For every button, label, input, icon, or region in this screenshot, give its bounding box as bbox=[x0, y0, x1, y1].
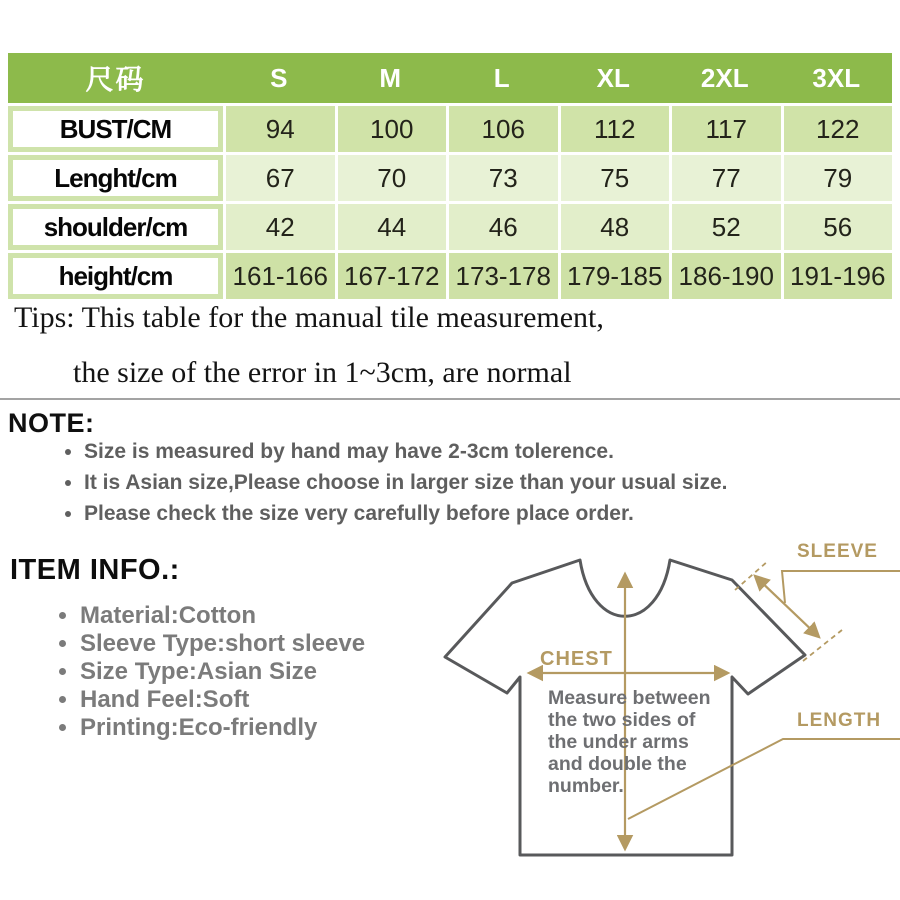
table-cell: 77 bbox=[669, 155, 781, 201]
header-size-xl: XL bbox=[596, 62, 630, 93]
table-cell: 191-196 bbox=[781, 253, 893, 299]
table-cell: 75 bbox=[558, 155, 670, 201]
tips-line-2: the size of the error in 1~3cm, are normal bbox=[73, 356, 572, 389]
table-header-row bbox=[8, 53, 892, 103]
table-cell: 44 bbox=[335, 204, 447, 250]
size-table bbox=[8, 53, 892, 302]
row-label: BUST/CM bbox=[8, 106, 223, 152]
sleeve-dash-bottom bbox=[803, 630, 842, 661]
table-cell: 122 bbox=[781, 106, 893, 152]
row-label: height/cm bbox=[8, 253, 223, 299]
section-divider bbox=[0, 398, 900, 400]
row-label: shoulder/cm bbox=[8, 204, 223, 250]
table-cell: 79 bbox=[781, 155, 893, 201]
table-cell: 173-178 bbox=[446, 253, 558, 299]
table-cell: 52 bbox=[669, 204, 781, 250]
table-cell: 73 bbox=[446, 155, 558, 201]
table-cell: 67 bbox=[223, 155, 335, 201]
item-info-item: • Printing:Eco-friendly bbox=[80, 714, 365, 742]
length-label: LENGTH bbox=[797, 710, 882, 731]
header-size-2xl: 2XL bbox=[700, 62, 749, 93]
header-size-l: L bbox=[493, 62, 510, 93]
table-cell: 161-166 bbox=[223, 253, 335, 299]
note-item: • Please check the size very carefully before place order. bbox=[84, 498, 727, 529]
tips-line-1: Tips: This table for the manual tile measurement, bbox=[14, 301, 604, 334]
chest-label: CHEST bbox=[540, 648, 613, 670]
note-title: NOTE: bbox=[8, 408, 95, 438]
table-cell: 42 bbox=[223, 204, 335, 250]
sleeve-label: SLEEVE bbox=[797, 541, 878, 562]
item-info-item: • Size Type:Asian Size bbox=[80, 658, 365, 686]
table-cell: 106 bbox=[446, 106, 558, 152]
item-info-list bbox=[80, 602, 365, 742]
header-size-m: M bbox=[379, 62, 402, 93]
table-row-0 bbox=[8, 106, 892, 152]
note-list bbox=[84, 436, 727, 529]
table-row-3 bbox=[8, 253, 892, 299]
sleeve-dash-top bbox=[735, 561, 768, 590]
item-info-item: • Hand Feel:Soft bbox=[80, 686, 365, 714]
table-cell: 186-190 bbox=[669, 253, 781, 299]
table-row-1 bbox=[8, 155, 892, 201]
row-label: Lenght/cm bbox=[8, 155, 223, 201]
sleeve-leader-line bbox=[782, 571, 900, 603]
table-cell: 70 bbox=[335, 155, 447, 201]
header-size-s: S bbox=[270, 62, 288, 93]
item-info-title: ITEM INFO.: bbox=[10, 554, 180, 586]
note-item: • It is Asian size,Please choose in larger size than your usual size. bbox=[84, 467, 727, 498]
item-info-item: • Sleeve Type:short sleeve bbox=[80, 630, 365, 658]
table-cell: 112 bbox=[558, 106, 670, 152]
table-cell: 117 bbox=[669, 106, 781, 152]
table-cell: 94 bbox=[223, 106, 335, 152]
table-cell: 48 bbox=[558, 204, 670, 250]
table-cell: 46 bbox=[446, 204, 558, 250]
note-item: • Size is measured by hand may have 2-3cm tolerence. bbox=[84, 436, 727, 467]
item-info-item: • Material:Cotton bbox=[80, 602, 365, 630]
header-size-column-label: 尺码 bbox=[85, 64, 146, 95]
table-cell: 167-172 bbox=[335, 253, 447, 299]
table-cell: 56 bbox=[781, 204, 893, 250]
header-size-3xl: 3XL bbox=[812, 62, 861, 93]
table-cell: 100 bbox=[335, 106, 447, 152]
chest-measure-caption: Measure between the two sides of the under arms and double the number. bbox=[548, 687, 711, 797]
table-row-2 bbox=[8, 204, 892, 250]
table-cell: 179-185 bbox=[558, 253, 670, 299]
